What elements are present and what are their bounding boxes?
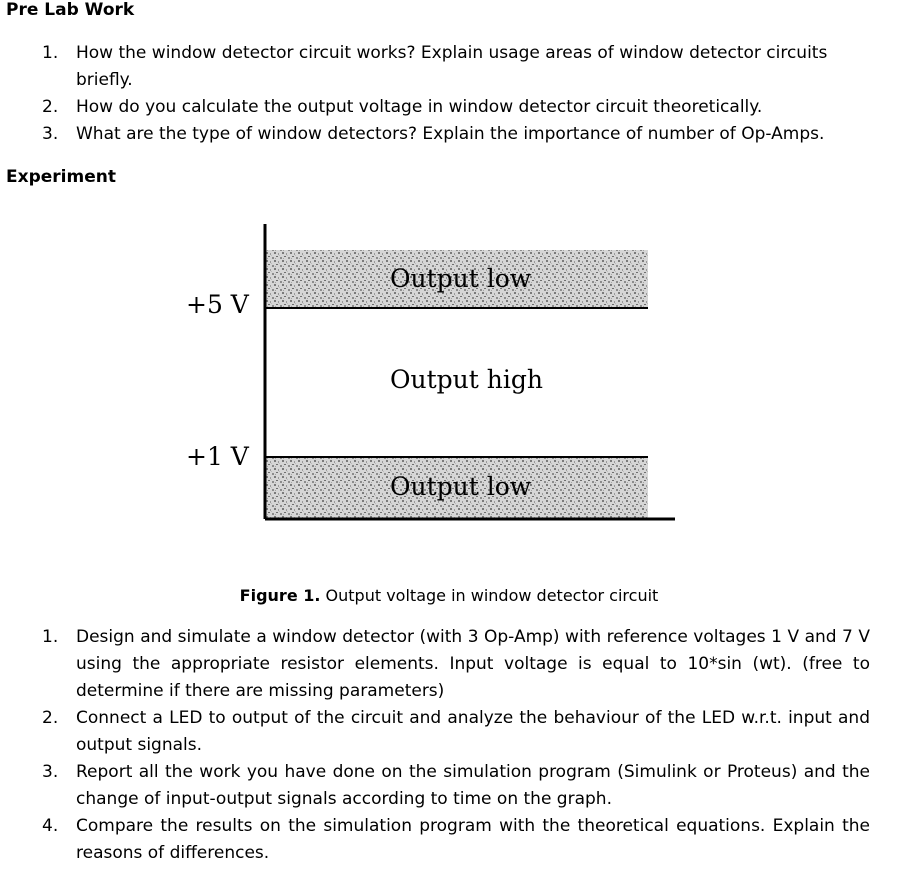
caption-label: Figure 1. — [239, 586, 321, 605]
prelab-question-list — [0, 40, 836, 148]
middle-region-label: Output high — [390, 365, 543, 394]
question-text: How do you calculate the output voltage in window detector circuit theoretically. — [76, 97, 763, 117]
list-item — [0, 705, 898, 759]
list-number: 2. — [42, 97, 59, 117]
task-text: Design and simulate a window detector (with 3 Op-Amp) with reference voltages 1 V and 7 V using the appropriate resistor elements. Input voltage is equal to 10*sin (wt). (free to determine if there are missing parameters) — [76, 627, 870, 701]
lower-threshold-label: +1 V — [186, 442, 249, 471]
window-detector-figure — [170, 212, 690, 532]
task-text: Compare the results on the simulation program with the theoretical equations. Explain the reasons of differences. — [76, 816, 870, 863]
list-item — [0, 94, 836, 121]
list-number: 1. — [42, 43, 59, 63]
list-number: 4. — [42, 816, 59, 836]
list-item — [0, 40, 836, 94]
prelab-heading: Pre Lab Work — [6, 0, 135, 20]
experiment-heading: Experiment — [6, 167, 116, 187]
caption-text: Output voltage in window detector circuit — [325, 586, 659, 605]
task-text: Connect a LED to output of the circuit and analyze the behaviour of the LED w.r.t. input and output signals. — [76, 708, 870, 755]
list-number: 3. — [42, 124, 59, 144]
top-region-label: Output low — [390, 264, 532, 293]
list-item — [0, 121, 836, 148]
task-text: Report all the work you have done on the simulation program (Simulink or Proteus) and the change of input-output signals according to time on the graph. — [76, 762, 870, 809]
upper-threshold-label: +5 V — [186, 290, 249, 319]
list-number: 3. — [42, 762, 59, 782]
bottom-region-label: Output low — [390, 472, 532, 501]
list-number: 2. — [42, 708, 59, 728]
list-item — [0, 813, 898, 867]
question-text: What are the type of window detectors? Explain the importance of number of Op-Amps. — [76, 124, 825, 144]
figure-caption — [0, 586, 898, 605]
question-text: How the window detector circuit works? Explain usage areas of window detector circuits briefly. — [76, 43, 828, 90]
list-number: 1. — [42, 627, 59, 647]
list-item — [0, 759, 898, 813]
experiment-task-list — [0, 624, 898, 867]
list-item — [0, 624, 898, 705]
